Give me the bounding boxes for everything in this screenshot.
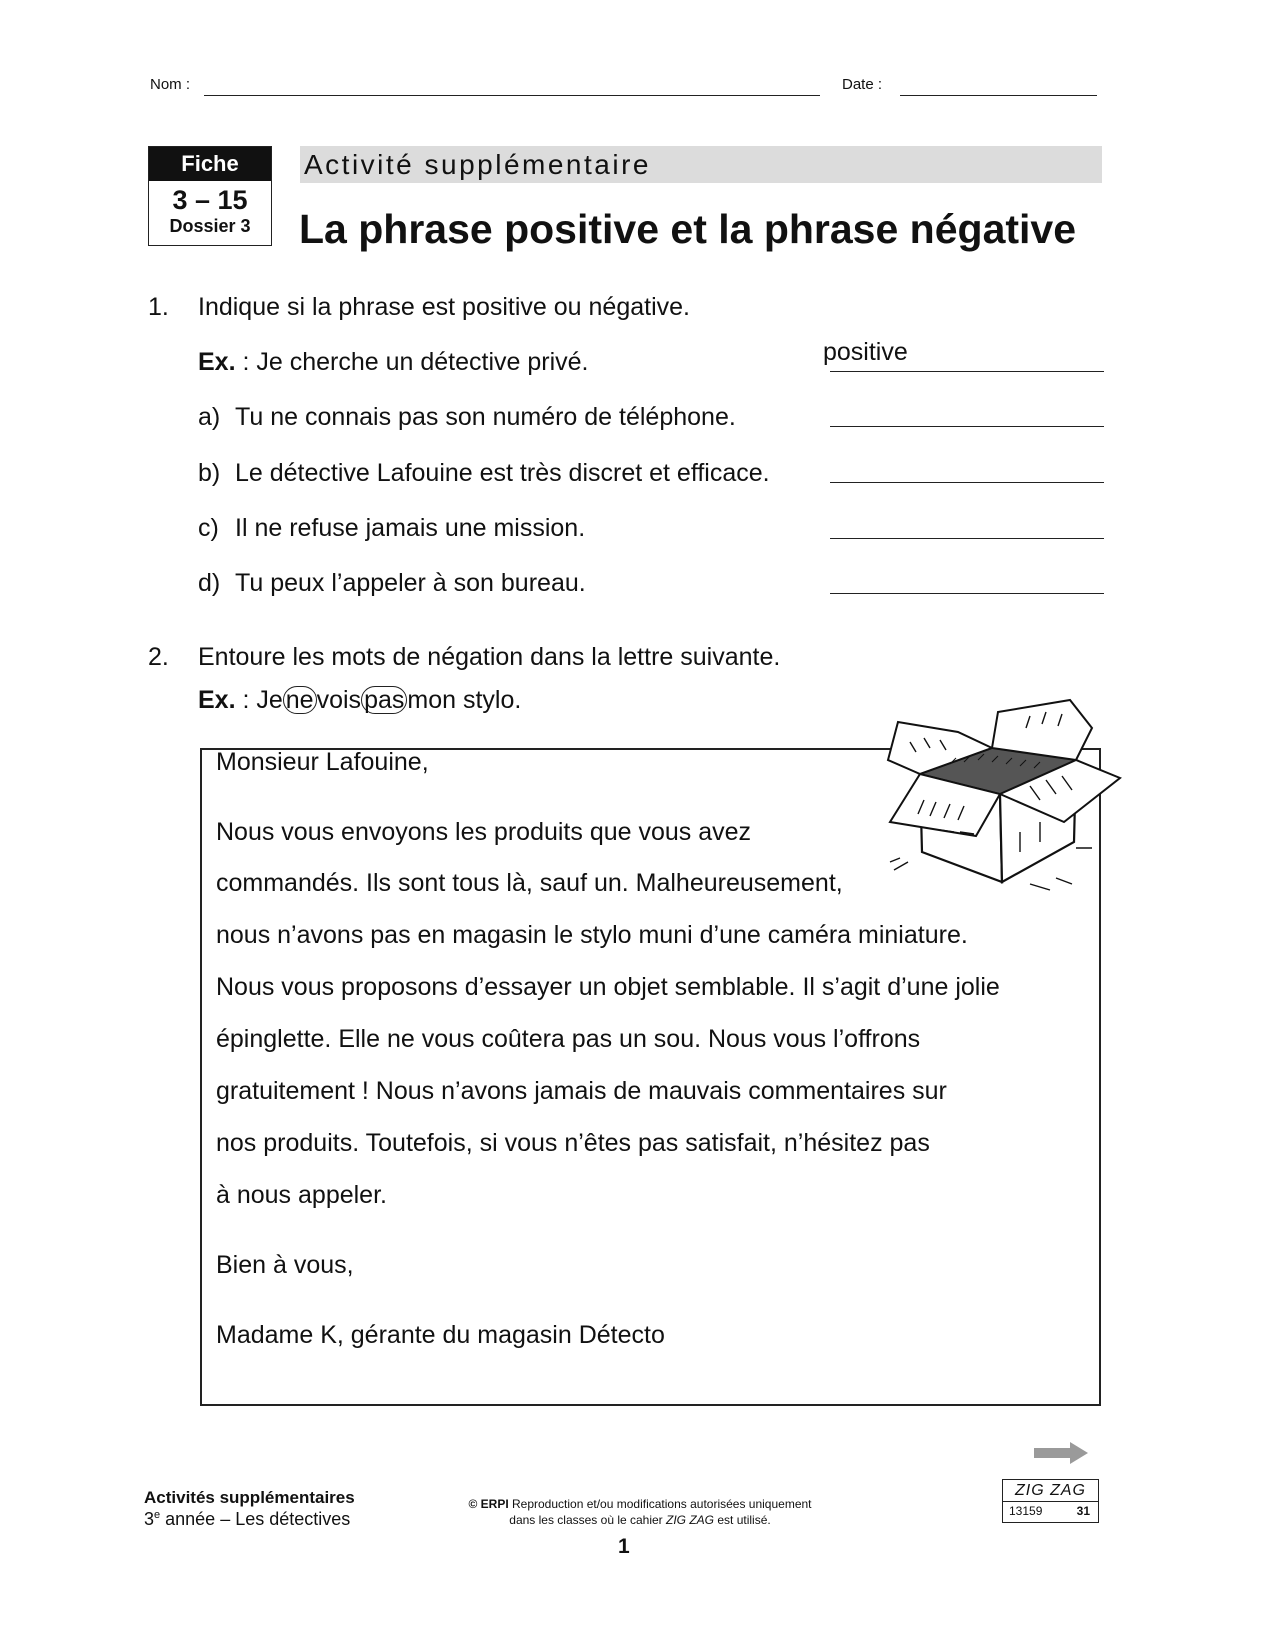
q2-example-circled-ne: ne xyxy=(283,686,317,714)
footer-grade-sup: e xyxy=(154,1509,161,1521)
q1-item-c-letter: c) xyxy=(198,514,219,542)
q2-instruction: Entoure les mots de négation dans la lettre suivante. xyxy=(198,643,781,671)
name-field-line[interactable] xyxy=(204,95,820,96)
fiche-dossier: Dossier 3 xyxy=(169,216,251,236)
q1-example-text: : Je cherche un détective privé. xyxy=(235,348,589,376)
q1-item-a-letter: a) xyxy=(198,403,221,431)
q1-number: 1. xyxy=(148,293,169,321)
q1-item-b-letter: b) xyxy=(198,459,221,487)
copyright-text-2a: dans les classes où le cahier xyxy=(509,1513,667,1527)
q1-item-a-text: Tu ne connais pas son numéro de téléphone. xyxy=(235,403,736,431)
fiche-label: Fiche xyxy=(149,147,271,181)
copyright-text-2c: est utilisé. xyxy=(714,1513,771,1527)
letter-line-4: Nous vous proposons d’essayer un objet semblable. Il s’agit d’une jolie xyxy=(216,973,1000,1001)
q1-item-b-text: Le détective Lafouine est très discret et efficace. xyxy=(235,459,770,487)
q2-example-circled-pas: pas xyxy=(361,686,407,714)
copyright-line-2 xyxy=(430,1512,850,1528)
zigzag-box xyxy=(1002,1479,1099,1523)
date-field-line[interactable] xyxy=(900,95,1097,96)
letter-line-8: à nous appeler. xyxy=(216,1181,387,1209)
q1-item-c-answer-line[interactable] xyxy=(830,538,1104,539)
letter-line-6: gratuitement ! Nous n’avons jamais de mauvais commentaires sur xyxy=(216,1077,947,1105)
letter-line-1: Nous vous envoyons les produits que vous avez xyxy=(216,818,752,846)
zigzag-title: ZIG ZAG xyxy=(1003,1480,1098,1502)
zigzag-page: 31 xyxy=(1076,1504,1090,1518)
zigzag-code: 13159 xyxy=(1009,1504,1043,1518)
name-label: Nom : xyxy=(150,76,191,93)
footer-grade-rest: année – Les détectives xyxy=(160,1509,351,1529)
q2-number: 2. xyxy=(148,643,169,671)
q2-example xyxy=(198,686,521,715)
letter-line-5: épinglette. Elle ne vous coûtera pas un sou. Nous vous l’offrons xyxy=(216,1025,921,1053)
box-flap-back-right xyxy=(992,700,1092,760)
letter-line-3: nous n’avons pas en magasin le stylo muni d’une caméra miniature. xyxy=(216,921,968,949)
letter-signature: Madame K, gérante du magasin Détecto xyxy=(216,1321,665,1349)
q1-instruction: Indique si la phrase est positive ou négative. xyxy=(198,293,690,321)
copyright-text-2b: ZIG ZAG xyxy=(666,1513,715,1527)
q1-item-d-text: Tu peux l’appeler à son bureau. xyxy=(235,569,586,597)
q1-example-prefix: Ex. xyxy=(198,348,236,376)
q2-example-part1: : Je xyxy=(235,686,283,714)
q2-example-prefix: Ex. xyxy=(198,686,236,714)
page-number: 1 xyxy=(618,1535,630,1558)
fiche-number: 3 – 15 xyxy=(172,185,248,215)
q1-item-a-answer-line[interactable] xyxy=(830,426,1104,427)
q2-example-part2: vois xyxy=(316,686,362,714)
q1-example xyxy=(198,348,589,377)
fiche-box xyxy=(148,146,272,246)
footer-grade xyxy=(144,1509,350,1530)
footer-book-title: Activités supplémentaires xyxy=(144,1488,355,1507)
open-box-illustration xyxy=(880,682,1132,894)
q1-item-d-letter: d) xyxy=(198,569,221,597)
q1-example-answer: positive xyxy=(823,338,908,366)
copyright-line-1 xyxy=(430,1496,850,1512)
letter-line-7: nos produits. Toutefois, si vous n’êtes pas satisfait, n’hésitez pas xyxy=(216,1129,930,1157)
activity-label: Activité supplémentaire xyxy=(304,149,651,180)
footer-grade-number: 3 xyxy=(144,1509,155,1529)
date-label: Date : xyxy=(842,76,883,93)
q1-item-d-answer-line[interactable] xyxy=(830,593,1104,594)
q1-item-b-answer-line[interactable] xyxy=(830,482,1104,483)
letter-greeting: Monsieur Lafouine, xyxy=(216,748,429,776)
copyright-notice xyxy=(430,1496,850,1528)
copyright-text-1: Reproduction et/ou modifications autorisées uniquement xyxy=(508,1497,812,1511)
q1-example-answer-line xyxy=(830,371,1104,372)
letter-line-2: commandés. Ils sont tous là, sauf un. Malheureusement, xyxy=(216,869,843,897)
q2-example-part3: mon stylo. xyxy=(407,686,522,714)
copyright-brand: © ERPI xyxy=(468,1497,509,1511)
q1-item-c-text: Il ne refuse jamais une mission. xyxy=(235,514,586,542)
letter-closing: Bien à vous, xyxy=(216,1251,354,1279)
page-title: La phrase positive et la phrase négative xyxy=(299,206,1077,252)
arrow-right-icon xyxy=(1034,1441,1090,1465)
